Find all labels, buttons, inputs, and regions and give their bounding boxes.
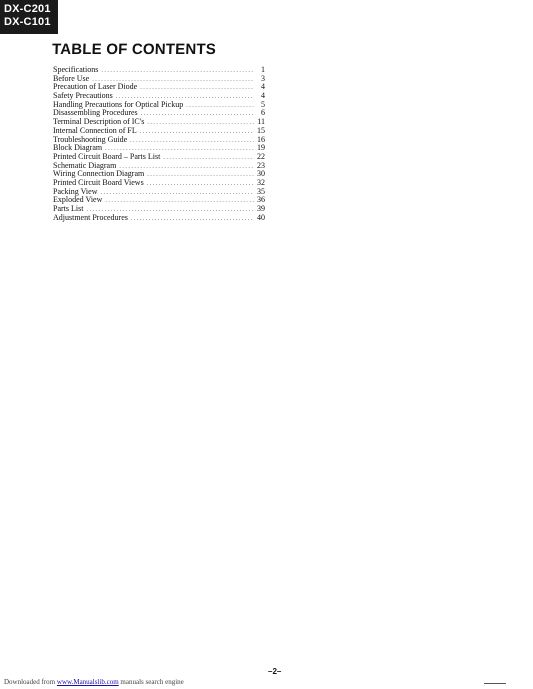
- toc-item-page: 36: [257, 195, 265, 205]
- toc-item-label: Printed Circuit Board – Parts List: [53, 151, 161, 161]
- toc-item-page: 3: [261, 73, 265, 83]
- footer-rule: [484, 683, 506, 684]
- toc-item-page: 5: [261, 99, 265, 109]
- footer-suffix: manuals search engine: [120, 678, 184, 686]
- toc-item-page: 4: [261, 91, 265, 101]
- dot-leader: [101, 67, 254, 76]
- toc-item-label: Troubleshooting Guide: [53, 134, 128, 144]
- model-name-primary: DX-C201: [4, 3, 51, 15]
- dot-leader: [141, 110, 254, 119]
- toc-item-label: Block Diagram: [53, 143, 103, 153]
- dot-leader: [130, 137, 254, 146]
- dot-leader: [147, 171, 254, 180]
- page-title: TABLE OF CONTENTS: [51, 41, 217, 58]
- toc-item-label: Parts List: [53, 204, 84, 213]
- toc-item-page: 16: [257, 134, 265, 144]
- toc-item: [53, 214, 265, 223]
- toc-item-page: 22: [257, 151, 265, 161]
- dot-leader: [105, 197, 254, 206]
- toc-item-page: 1: [261, 65, 265, 74]
- table-of-contents: [53, 66, 265, 222]
- manualslib-link[interactable]: www.Manualslib.com: [56, 678, 119, 686]
- dot-leader: [186, 102, 254, 111]
- toc-item-label: Handling Precautions for Optical Pickup: [53, 99, 184, 109]
- toc-item-page: 15: [257, 125, 265, 135]
- toc-item-label: Printed Circuit Board Views: [53, 177, 144, 187]
- toc-item-label: Adjustment Procedures: [53, 212, 128, 222]
- toc-item-label: Disassembling Procedures: [53, 108, 138, 118]
- toc-item-page: 39: [257, 204, 265, 213]
- toc-item-label: Before Use: [53, 73, 90, 83]
- toc-item-label: Internal Connection of FL: [53, 125, 137, 135]
- toc-item-label: Exploded View: [53, 195, 103, 205]
- toc-item-page: 6: [261, 108, 265, 118]
- toc-item-label: Safety Precautions: [53, 91, 113, 101]
- dot-leader: [147, 180, 254, 189]
- dot-leader: [100, 189, 254, 198]
- dot-leader: [131, 215, 254, 224]
- toc-item-page: 30: [257, 169, 265, 179]
- toc-item-page: 35: [257, 186, 265, 196]
- dot-leader: [147, 119, 254, 128]
- model-badge: [0, 0, 58, 34]
- toc-item-page: 11: [257, 117, 265, 127]
- toc-item-label: Schematic Diagram: [53, 160, 117, 170]
- toc-item-label: Terminal Description of IC's: [53, 117, 145, 127]
- toc-item-label: Specifications: [53, 65, 99, 74]
- dot-leader: [140, 84, 254, 93]
- toc-item-page: 23: [257, 160, 265, 170]
- toc-item-label: Wiring Connection Diagram: [53, 169, 145, 179]
- toc-item-label: Precaution of Laser Diode: [53, 82, 138, 92]
- dot-leader: [140, 128, 254, 137]
- model-name-secondary: DX-C101: [4, 16, 51, 28]
- dot-leader: [163, 154, 254, 163]
- toc-item: [53, 196, 265, 205]
- toc-item-page: 4: [261, 82, 265, 92]
- toc-item-page: 40: [257, 212, 265, 222]
- footer-prefix: Downloaded from: [4, 678, 56, 686]
- download-footer: [4, 678, 184, 686]
- toc-item-page: 32: [257, 177, 265, 187]
- toc-item-label: Packing View: [53, 186, 98, 196]
- toc-item-page: 19: [257, 143, 265, 153]
- page-number: –2–: [268, 667, 282, 676]
